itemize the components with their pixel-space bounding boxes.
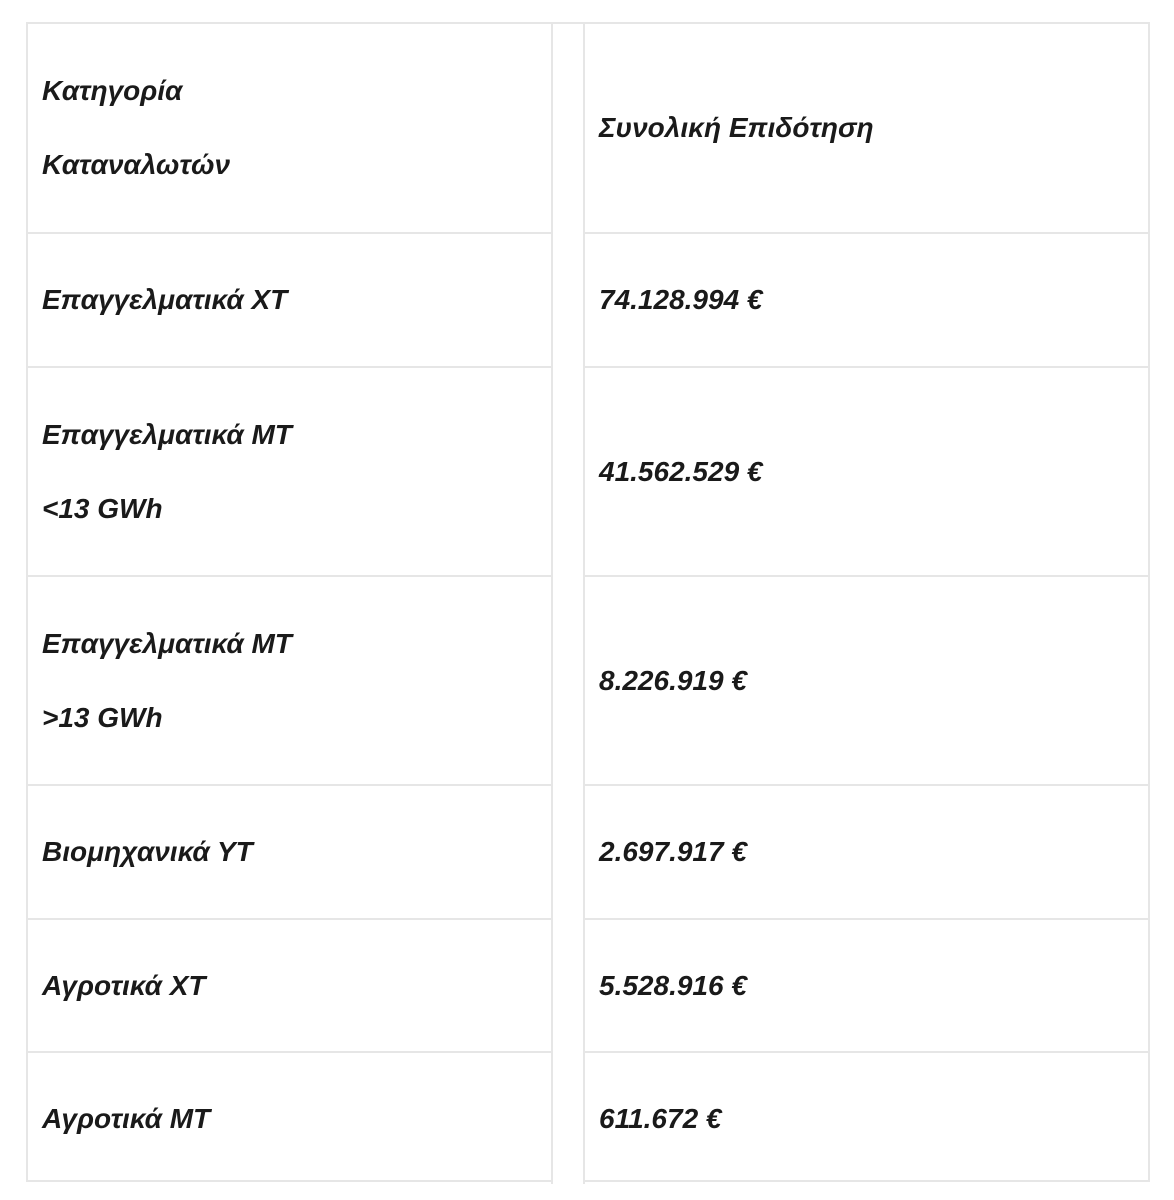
row-category-label: Βιομηχανικά ΥΤ [42,836,253,867]
row-category-label: Επαγγελματικά ΜΤ [42,627,292,659]
row-category-cell [28,1051,551,1184]
row-category-sublabel: <13 GWh [42,492,163,524]
header-category-line2: Καταναλωτών [42,149,231,180]
row-amount-cell [585,575,1148,784]
header-category-line1: Κατηγορία [42,75,183,106]
header-total-label: Συνολική Επιδότηση [599,112,874,143]
row-category-label: Αγροτικά ΧΤ [42,969,206,1001]
subsidy-table [26,22,1150,1182]
row-amount-value: 41.562.529 € [599,455,763,487]
row-category-cell [28,575,551,784]
row-category-cell [28,232,551,366]
row-amount-value: 5.528.916 € [599,969,747,1001]
row-category-cell [28,784,551,918]
row-amount-cell [585,366,1148,575]
row-category-cell [28,366,551,575]
row-category-sublabel: >13 GWh [42,701,163,733]
row-amount-cell [585,918,1148,1051]
header-category-cell [28,24,551,232]
row-amount-value: 611.672 € [599,1102,722,1134]
column-gutter [551,24,585,1184]
row-category-label: Αγροτικά ΜΤ [42,1102,211,1134]
row-amount-cell [585,784,1148,918]
row-amount-cell [585,232,1148,366]
row-category-cell [28,918,551,1051]
row-category-label: Επαγγελματικά ΜΤ [42,418,292,450]
row-amount-value: 8.226.919 € [599,664,747,696]
row-amount-cell [585,1051,1148,1184]
header-total-cell [585,24,1148,232]
row-amount-value: 2.697.917 € [599,836,747,867]
row-amount-value: 74.128.994 € [599,284,763,315]
row-category-label: Επαγγελματικά ΧΤ [42,284,288,315]
